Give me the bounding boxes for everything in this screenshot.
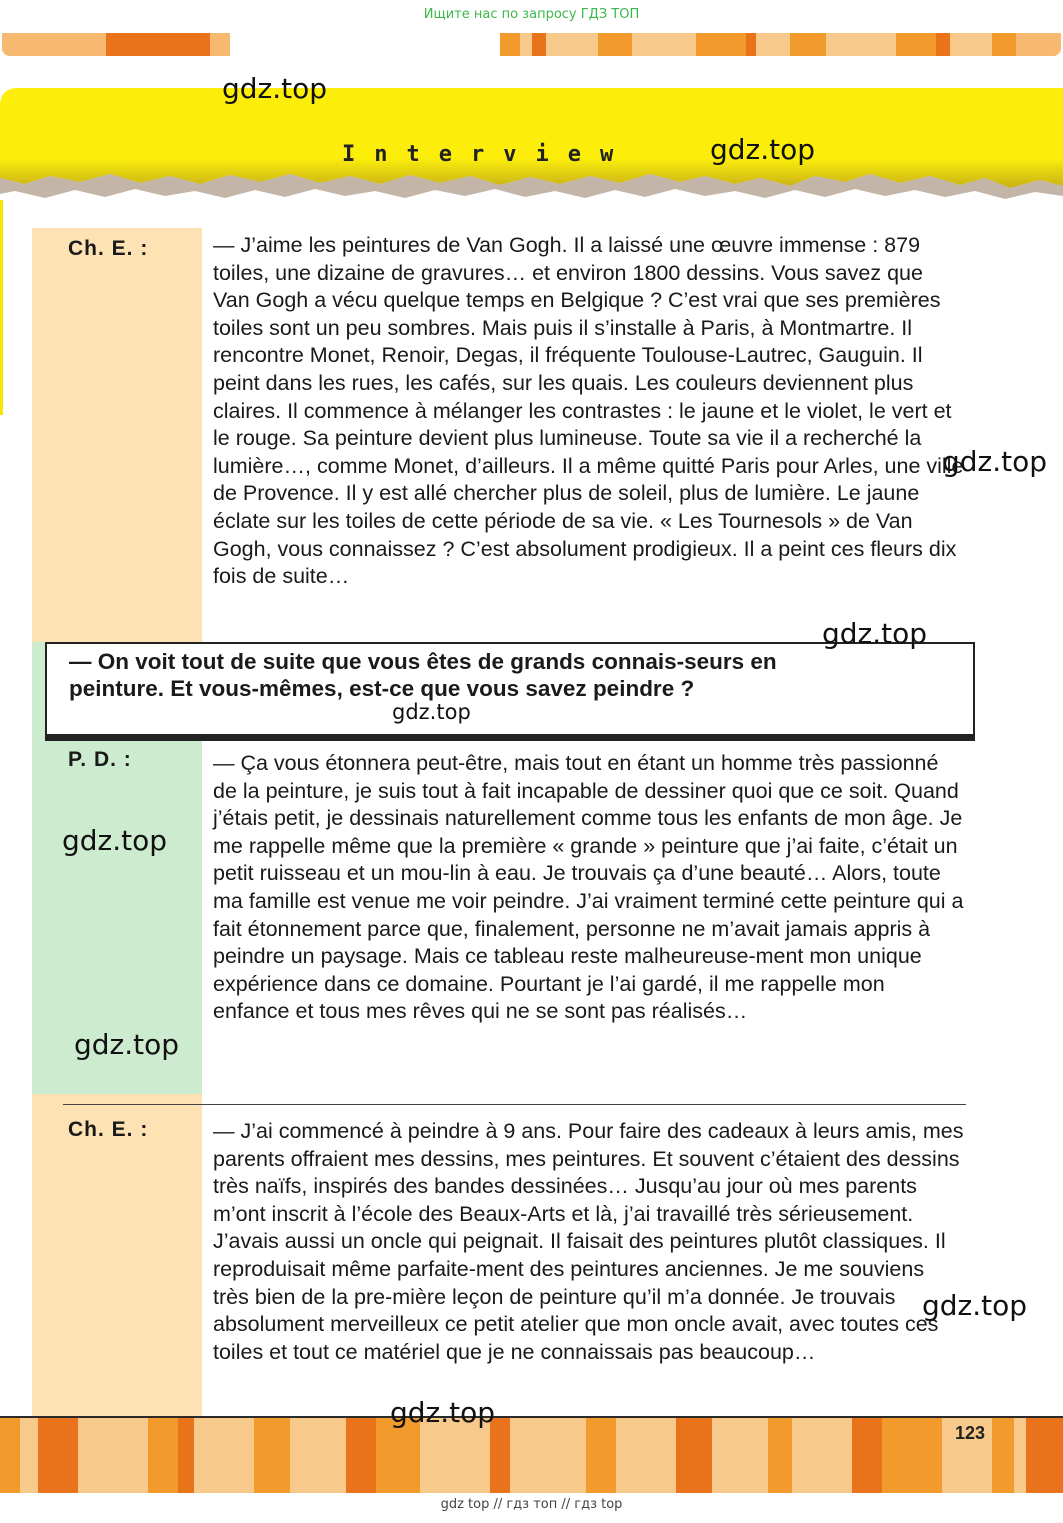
watermark: gdz.top <box>392 700 471 724</box>
question-text: — On voit tout de suite que vous êtes de grands connais-seurs en peinture. Et vous-mêmes, est-ce que vous savez peindre ? <box>69 649 777 702</box>
speaker-label: P. D. : <box>68 748 132 771</box>
yellow-side-edge <box>0 200 3 415</box>
watermark: gdz.top <box>222 72 328 105</box>
watermark: gdz.top <box>822 617 928 650</box>
question-box <box>45 642 975 736</box>
page-number: 123 <box>955 1423 986 1443</box>
watermark: gdz.top <box>74 1028 180 1061</box>
section-divider <box>63 1104 966 1105</box>
bottom-decorative-stripe <box>0 1416 1063 1493</box>
search-hint: Ищите нас по запросу ГДЗ ТОП <box>423 7 640 22</box>
section-title: Interview <box>342 142 633 167</box>
top-decorative-stripe <box>2 33 1061 56</box>
watermark: gdz.top <box>922 1289 1028 1322</box>
answer-paragraph: — Ça vous étonnera peut-être, mais tout en étant un homme très passionné de la peinture, je suis tout à fait incapable de dessiner quoi que ce soit. Quand j’étais petit, je dessinais naturellement comme tous les enfants de mon âge. Je me rappelle même que la première « grande » peinture que j’ai faite, c’était un petit ruisseau et un mou-lin à eau. Je trouvais ça d’une beauté… Alors, toute ma famille est venue me voir peindre. J’ai vraiment terminé cette peinture qui a fait étonnement parce que, finalement, personne ne m’avait jamais appris à peindre un paysage. Mais ce tableau reste malheureuse-ment mon unique expérience dans ce domaine. Pourtant je l’ai gardé, il me rappelle mon enfance et tous mes rêves qui ne se sont pas réalisés… <box>213 751 964 1024</box>
speaker-label: Ch. E. : <box>68 237 149 260</box>
watermark: gdz.top <box>942 445 1048 478</box>
speaker-label: Ch. E. : <box>68 1118 149 1141</box>
watermark: gdz.top <box>390 1396 496 1429</box>
watermark: gdz.top <box>62 824 168 857</box>
speaker-column-bg-che-2 <box>32 1094 202 1416</box>
answer-paragraph: — J’aime les peintures de Van Gogh. Il a laissé une œuvre immense : 879 toiles, une dizaine de gravures… et environ 1800 dessins. Vous savez que Van Gogh a vécu quelque temps en Belgique ? C’est vrai que ses premières toiles sont un peu sombres. Mais puis il s’installe à Paris, à Montmartre. Il rencontre Monet, Renoir, Degas, il fréquente Toulouse-Lautrec, Gauguin. Il peint dans les rues, les cafés, sur les quais. Les couleurs deviennent plus claires. Il commence à mélanger les contrastes : le jaune et le violet, le vert et le rouge. Sa peinture devient plus lumineuse. Toute sa vie il a recherché la lumière…, comme Monet, d’ailleurs. Il a même quitté Paris pour Arles, une ville de Provence. Il y est allé chercher plus de soleil, plus de lumière. Le jaune éclate sur les toiles de cette période de sa vie. « Les Tournesols » de Van Gogh, vous connaissez ? C’est absolument prodigieux. Il a peint ces fleurs dix fois de suite… <box>213 233 964 589</box>
answer-paragraph: — J’ai commencé à peindre à 9 ans. Pour faire des cadeaux à leurs amis, mes parents offraient mes dessins, mes peintures. Et souvent c’étaient des dessins très naïfs, inspirés des bandes dessinées… Jusqu’au jour où mes parents m’ont inscrit à l’école des Beaux-Arts et là, j’ai travaillé très sérieusement. J’avais aussi un oncle qui peignait. Il faisait des peintures plutôt classiques. Il reproduisait même parfaite-ment des peintures anciennes. Je me souviens très bien de la pre-mière leçon de peinture qu’il m’a donnée. Je trouvais absolument merveilleux ce petit atelier que mon oncle avait, avec toutes ces toiles et tout ce matériel que je ne connaissais pas beaucoup… <box>213 1119 964 1364</box>
speaker-column-bg-che-1 <box>32 228 202 642</box>
footer-note: gdz top // гдз топ // гдз top <box>440 1497 623 1512</box>
watermark: gdz.top <box>710 133 816 166</box>
